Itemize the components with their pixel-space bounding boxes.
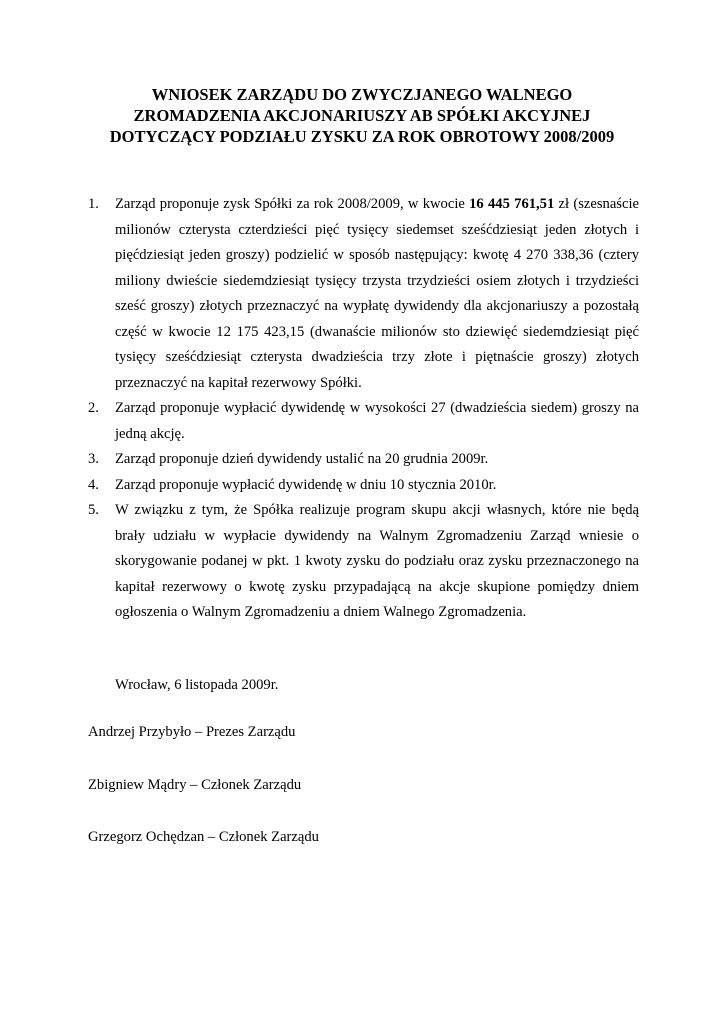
item-line: milionów czterysta czterdzieści pięć tysięcy siedemset sześćdziesiąt jeden złotych i <box>115 221 639 238</box>
profit-amount: 16 445 761,51 <box>469 196 555 212</box>
item-number: 1. <box>88 196 99 212</box>
signatory-president: Andrzej Przybyło – Prezes Zarządu <box>88 724 296 740</box>
proposal-item-2 <box>88 396 639 447</box>
item-line: sześć groszy) złotych przeznaczyć na wypłatę dywidendy dla akcjonariuszy a pozostałą <box>115 298 639 314</box>
proposal-list <box>88 192 639 626</box>
item-line: brały udziału w wypłacie dywidendy na Walnym Zgromadzeniu Zarząd wniesie o <box>115 527 639 544</box>
item-line: przeznaczyć na kapitał rezerwowy Spółki. <box>115 374 362 391</box>
item-line <box>115 192 639 218</box>
item-number: 2. <box>88 400 99 416</box>
item-line: część w kwocie 12 175 423,15 (dwanaście milionów sto dziewięć siedemdziesiąt pięć <box>115 323 639 340</box>
title-line-2: ZROMADZENIA AKCJONARIUSZY AB SPÓŁKI AKCYJNEJ <box>133 106 591 125</box>
item-line: Zarząd proponuje wypłacić dywidendę w dniu 10 stycznia 2010r. <box>115 476 497 493</box>
title-line-1: WNIOSEK ZARZĄDU DO ZWYCZJANEGO WALNEGO <box>151 85 573 104</box>
item-line: skorygowanie podanej w pkt. 1 kwoty zysku do podziału oraz zysku przeznaczonego na <box>115 553 639 569</box>
item-line: pięćdziesiąt jeden groszy) podzielić w sposób następujący: kwotę 4 270 338,36 (cztery <box>115 247 639 263</box>
signatory-board-member-1: Zbigniew Mądry – Członek Zarządu <box>88 777 302 793</box>
signatory-board-member-2: Grzegorz Ochędzan – Członek Zarządu <box>88 829 319 845</box>
proposal-item-1 <box>88 192 639 396</box>
item-line-text: zł (szesnaście <box>554 196 639 212</box>
item-number: 4. <box>88 476 99 493</box>
proposal-item-3 <box>88 447 639 473</box>
document-title <box>60 84 664 147</box>
item-line: tysięcy sześćdziesiąt czterysta dwadzieścia trzy złote i piętnaście groszy) złotych <box>115 349 639 365</box>
item-line: kapitał rezerwowy o kwotę zysku przypadającą na akcje skupione pomiędzy dniem <box>115 578 639 595</box>
item-line: Zarząd proponuje dzień dywidendy ustalić na 20 grudnia 2009r. <box>115 451 489 467</box>
place-and-date: Wrocław, 6 listopada 2009r. <box>115 677 279 693</box>
item-line-text: Zarząd proponuje zysk Spółki za rok 2008/2009, w kwocie <box>115 196 470 212</box>
item-line: ogłoszenia o Walnym Zgromadzeniu a dniem Walnego Zgromadzenia. <box>115 604 527 620</box>
item-line: jedną akcję. <box>115 425 185 442</box>
proposal-item-5 <box>88 498 639 626</box>
item-number: 5. <box>88 502 99 518</box>
item-line: W związku z tym, że Spółka realizuje program skupu akcji własnych, które nie będą <box>115 502 639 518</box>
item-line: Zarząd proponuje wypłacić dywidendę w wysokości 27 (dwadzieścia siedem) groszy na <box>115 400 639 416</box>
proposal-item-4 <box>88 473 639 499</box>
item-number: 3. <box>88 451 99 467</box>
item-line: miliony dwieście siedemdziesiąt tysięcy trzysta trzydzieści osiem złotych i trzydzieści <box>115 272 639 289</box>
title-line-3: DOTYCZĄCY PODZIAŁU ZYSKU ZA ROK OBROTOWY 2008/2009 <box>109 127 615 146</box>
